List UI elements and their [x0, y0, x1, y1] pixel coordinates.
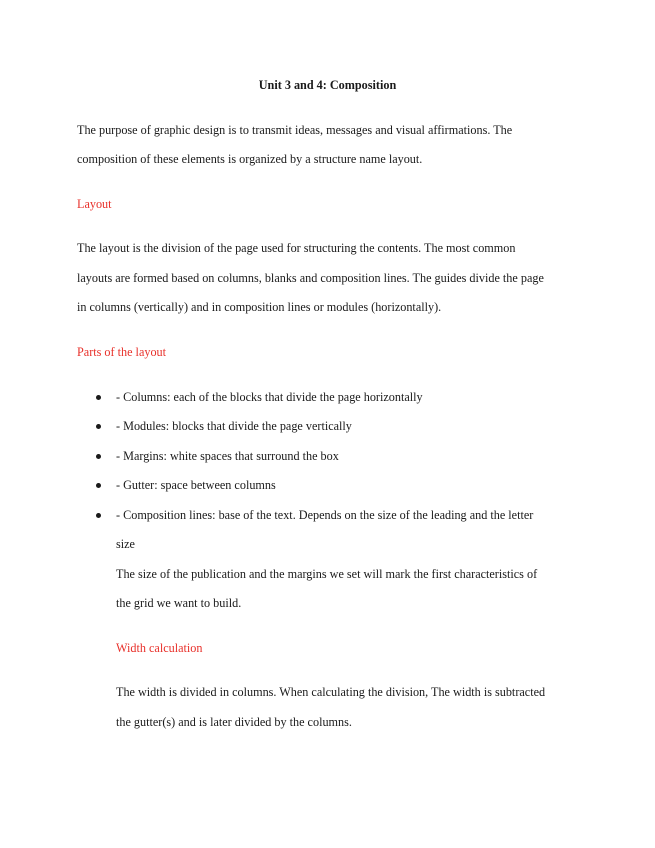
grid-line: The size of the publication and the margins we set will mark the first characteristics of	[116, 567, 538, 581]
list-item-text: - Columns: each of the blocks that divide the page horizontally	[116, 390, 423, 404]
bullet-icon	[96, 424, 101, 429]
list-item-text: - Gutter: space between columns	[116, 478, 276, 492]
bullet-icon	[96, 513, 101, 518]
width-line: The width is divided in columns. When calculating the division, The width is subtracted	[116, 685, 546, 699]
bullet-icon	[96, 483, 101, 488]
parts-heading: Parts of the layout	[77, 345, 167, 359]
list-item-continuation: size	[116, 537, 135, 551]
bullet-icon	[96, 395, 101, 400]
layout-heading: Layout	[77, 197, 112, 211]
page-title: Unit 3 and 4: Composition	[258, 78, 397, 92]
list-item-text: - Modules: blocks that divide the page vertically	[116, 419, 352, 433]
layout-line: in columns (vertically) and in composition lines or modules (horizontally).	[77, 300, 442, 314]
width-heading: Width calculation	[116, 641, 203, 655]
layout-line: The layout is the division of the page used for structuring the contents. The most common	[77, 241, 516, 255]
list-item-text: - Margins: white spaces that surround the box	[116, 449, 339, 463]
list-item-text: - Composition lines: base of the text. Depends on the size of the leading and the letter	[116, 508, 534, 522]
grid-line: the grid we want to build.	[116, 596, 242, 610]
layout-line: layouts are formed based on columns, blanks and composition lines. The guides divide the page	[77, 271, 544, 285]
width-line: the gutter(s) and is later divided by the columns.	[116, 715, 352, 729]
bullet-icon	[96, 454, 101, 459]
intro-line: The purpose of graphic design is to transmit ideas, messages and visual affirmations. The	[77, 123, 513, 137]
intro-line: composition of these elements is organized by a structure name layout.	[77, 152, 423, 166]
